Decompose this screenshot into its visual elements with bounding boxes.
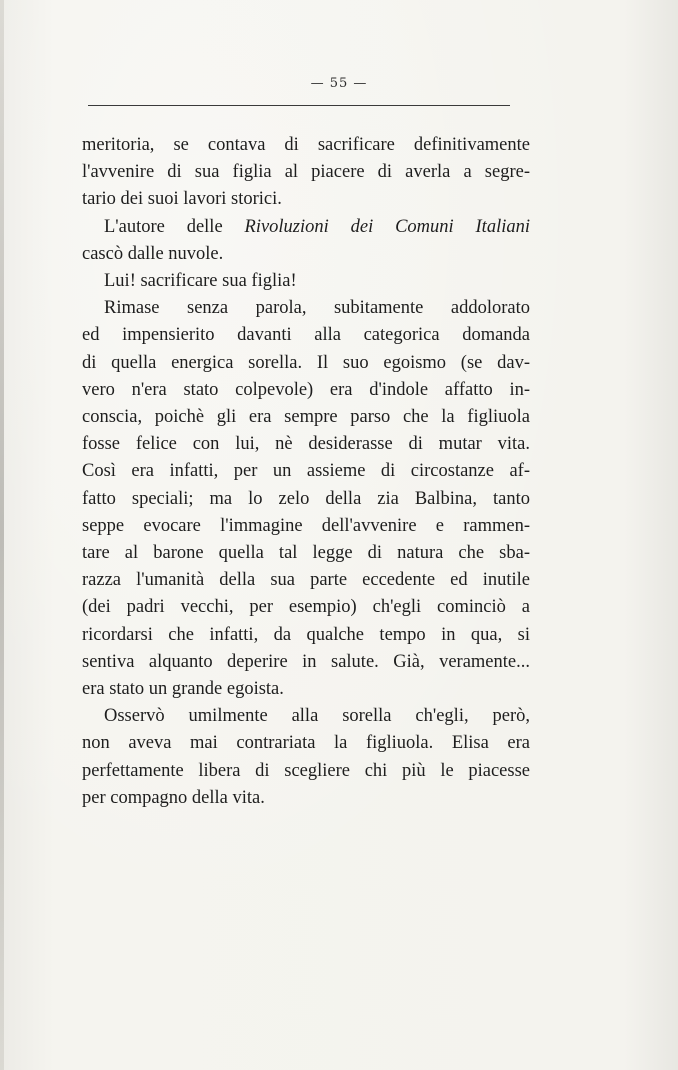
text-line: per compagno della vita. (82, 787, 265, 808)
text-line: (dei padri vecchi, per esempio) ch'egli cominciò a (82, 597, 530, 618)
text-line: l'avvenire di sua figlia al piacere di averla a segre- (82, 162, 530, 183)
text-line: non aveva mai contrariata la figliuola. Elisa era (82, 733, 530, 754)
page-binding-edge (0, 0, 4, 1070)
text-line: fosse felice con lui, nè desiderasse di mutar vita. (82, 434, 530, 455)
text-line: cascò dalle nuvole. (82, 243, 224, 264)
page-number: — 55 — (310, 76, 368, 91)
text-line: vero n'era stato colpevole) era d'indole affatto in- (82, 379, 530, 400)
text-line (82, 214, 530, 241)
header-divider (88, 105, 510, 106)
text-line: meritoria, se contava di sacrificare definitivamente (82, 135, 530, 155)
text-line: sentiva alquanto deperire in salute. Già, veramente... (82, 651, 530, 672)
body-text (82, 132, 530, 812)
text-line: di quella energica sorella. Il suo egoismo (se dav- (82, 352, 530, 373)
text-line: Rimase senza parola, subitamente addolorato (104, 298, 530, 319)
text-line: tare al barone quella tal legge di natura che sba- (82, 543, 530, 564)
text-line: razza l'umanità della sua parte eccedente ed inutile (82, 570, 530, 591)
text-line: ed impensierito davanti alla categorica domanda (82, 325, 530, 346)
text-line: Osservò umilmente alla sorella ch'egli, però, (104, 706, 530, 727)
text-line: fatto speciali; ma lo zelo della zia Balbina, tanto (82, 488, 530, 509)
text-line: perfettamente libera di scegliere chi più le piacesse (82, 760, 530, 781)
text-line: Lui! sacrificare sua figlia! (104, 271, 297, 292)
text-fragment: L'autore delle (104, 216, 245, 237)
text-line: seppe evocare l'immagine dell'avvenire e rammen- (82, 515, 530, 536)
text-line: era stato un grande egoista. (82, 679, 284, 700)
text-line: Così era infatti, per un assieme di circostanze af- (82, 461, 530, 482)
text-line: conscia, poichè gli era sempre parso che la figliuola (82, 407, 530, 428)
text-line: tario dei suoi lavori storici. (82, 189, 282, 210)
text-line: ricordarsi che infatti, da qualche tempo in qua, si (82, 624, 530, 645)
book-title: Rivoluzioni dei Comuni Italiani (244, 216, 530, 237)
